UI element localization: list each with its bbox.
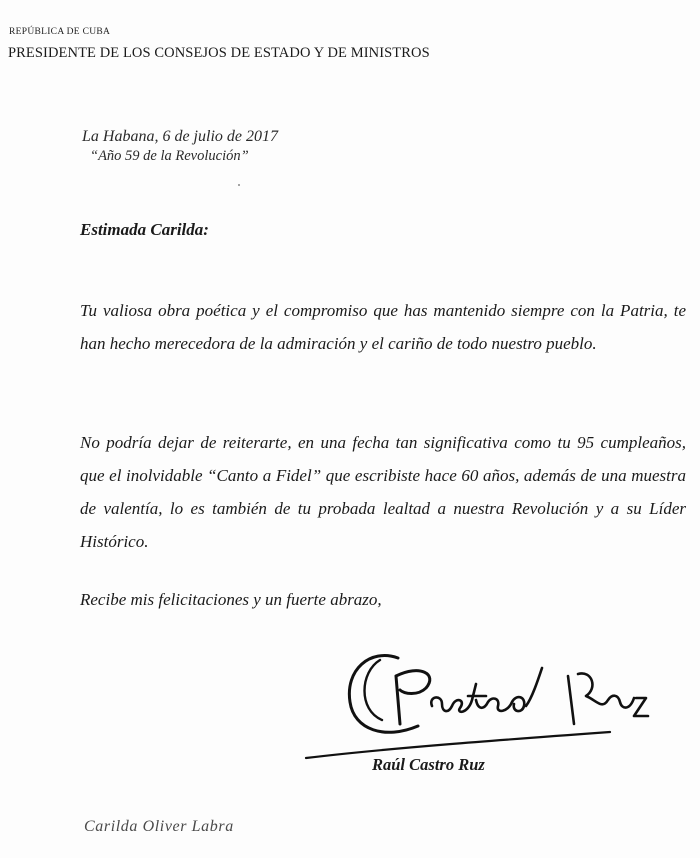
recipient-name: Carilda Oliver Labra <box>84 818 234 835</box>
handwritten-signature <box>300 640 680 770</box>
letterhead-country: REPÚBLICA DE CUBA <box>9 27 111 37</box>
year-motto: “Año 59 de la Revolución” <box>90 148 249 164</box>
paper-speck <box>238 184 240 186</box>
closing-line: Recibe mis felicitaciones y un fuerte abrazo, <box>80 590 382 609</box>
salutation: Estimada Carilda: <box>80 220 209 239</box>
letterhead-office: PRESIDENTE DE LOS CONSEJOS DE ESTADO Y DE MINISTROS <box>8 45 430 61</box>
signer-name: Raúl Castro Ruz <box>372 755 485 774</box>
place-date: La Habana, 6 de julio de 2017 <box>82 128 278 145</box>
body-paragraph-1: Tu valiosa obra poética y el compromiso que has mantenido siempre con la Patria, te han hecho merecedora de la admiración y el cariño de todo nuestro pueblo. <box>80 301 686 353</box>
body-paragraph-2: No podría dejar de reiterarte, en una fecha tan significativa como tu 95 cumpleaños, que el inolvidable “Canto a Fidel” que escribiste hace 60 años, además de una muestra de valentía, lo es también de tu probada lealtad a nuestra Revolución y a su Líder Histórico. <box>80 433 686 551</box>
